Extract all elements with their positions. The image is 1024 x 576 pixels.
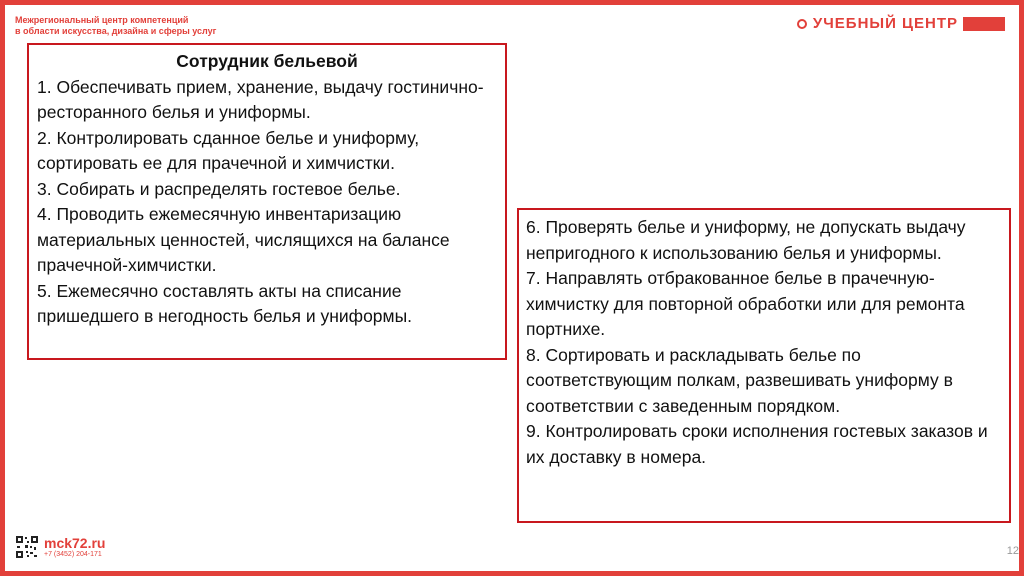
org-name bbox=[15, 15, 216, 37]
org-line-1: Межрегиональный центр компетенций bbox=[15, 15, 189, 25]
phone-number: +7 (3452) 204-171 bbox=[44, 550, 102, 558]
duty-item: 7. Направлять отбракованное белье в прачечную-химчистку для повторной обработки или для ремонта портнихе. bbox=[526, 268, 965, 339]
duty-item: 4. Проводить ежемесячную инвентаризацию материальных ценностей, числящихся на балансе прачечной-химчистки. bbox=[37, 204, 450, 275]
page-number: 12 bbox=[1006, 545, 1019, 557]
brand-text: УЧЕБНЫЙ ЦЕНТР bbox=[812, 15, 958, 32]
duty-item: 5. Ежемесячно составлять акты на списание пришедшего в негодность белья и униформы. bbox=[37, 280, 413, 326]
brand-tag-icon bbox=[963, 17, 1005, 31]
org-line-2: в области искусства, дизайна и сферы услуг bbox=[15, 26, 217, 36]
duties-box-2 bbox=[517, 208, 1011, 523]
duty-item: 6. Проверять белье и униформу, не допускать выдачу непригодного к использованию белья и униформы. bbox=[526, 217, 966, 263]
duty-item: 3. Собирать и распределять гостевое белье. bbox=[37, 178, 401, 199]
duty-item: 2. Контролировать сданное белье и униформу, сортировать ее для прачечной и химчистки. bbox=[37, 127, 420, 173]
qr-code-icon bbox=[15, 535, 39, 559]
brand-logo bbox=[797, 15, 1005, 32]
duties-box-1 bbox=[27, 43, 507, 360]
box-title: Сотрудник бельевой bbox=[176, 51, 358, 71]
footer-contacts bbox=[15, 535, 105, 559]
site-link[interactable]: mck72.ru bbox=[44, 534, 106, 551]
duty-item: 9. Контролировать сроки исполнения гостевых заказов и их доставку в номера. bbox=[526, 421, 988, 467]
logo-circle-icon bbox=[797, 19, 807, 29]
duty-item: 8. Сортировать и раскладывать белье по соответствующим полкам, развешивать униформу в соответствии с заведенным порядком. bbox=[526, 344, 953, 416]
duty-item: 1. Обеспечивать прием, хранение, выдачу гостинично-ресторанного белья и униформы. bbox=[37, 76, 484, 122]
